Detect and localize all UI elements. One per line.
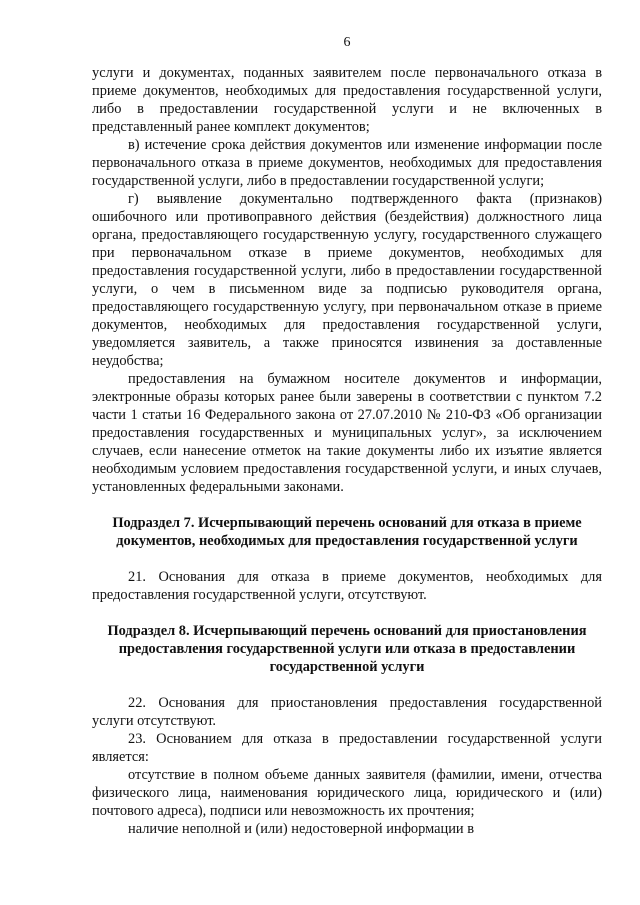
paragraph-23: 23. Основанием для отказа в предоставлении государственной услуги является: (92, 731, 602, 765)
subsection-8-heading: Подраздел 8. Исчерпывающий перечень оснований для приостановления предоставления государственной услуги или отказа в предоставлении государственной услуги (107, 623, 587, 675)
paragraph-item-g: г) выявление документально подтвержденного факта (признаков) ошибочного или противоправного действия (бездействия) должностного лица органа, предоставляющего государственную услугу, государственного служащего при первоначальном отказе в приеме документов, необходимых для предоставления государственной услуги, либо в предоставлении государственной услуги, о чем в письменном виде за подписью руководителя органа, предоставляющего государственную услугу, при первоначальном отказе в приеме документов, необходимых для предоставления государственной услуги, уведомляется заявитель, а также приносятся извинения за доставленные неудобства; (92, 191, 602, 369)
spacer (92, 604, 602, 622)
paragraph-22: 22. Основания для приостановления предоставления государственной услуги отсутствуют. (92, 695, 602, 729)
paragraph-continuation: услуги и документах, поданных заявителем после первоначального отказа в приеме документов, необходимых для предоставления государственной услуги, либо в предоставлении государственной услуги и не включенных в представленный ранее комплект документов; (92, 65, 602, 135)
paragraph-paper-documents: предоставления на бумажном носителе документов и информации, электронные образы которых ранее были заверены в соответствии с пунктом 7.2 части 1 статьи 16 Федерального закона от 27.07.2010 № 210-ФЗ «Об организации предоставления государственных и муниципальных услуг», за исключением случаев, если нанесение отметок на такие документы либо их изъятие является необходимым условием предоставления государственной услуги, и иных случаев, установленных федеральными законами. (92, 371, 602, 495)
page-number: 6 (343, 35, 351, 50)
paragraph-missing-data: отсутствие в полном объеме данных заявителя (фамилии, имени, отчества физического лица, наименования юридического лица, юридического и (или) почтового адреса), подписи или невозможность их прочтения; (92, 767, 602, 819)
subsection-7-heading: Подраздел 7. Исчерпывающий перечень оснований для отказа в приеме документов, необходимых для предоставления государственной услуги (112, 515, 582, 549)
paragraph-item-v: в) истечение срока действия документов или изменение информации после первоначального отказа в приеме документов, необходимых для предоставления государственной услуги, либо в предоставлении государственной услуги; (92, 137, 602, 189)
spacer (92, 550, 602, 568)
paragraph-incomplete-info: наличие неполной и (или) недостоверной информации в (128, 821, 474, 837)
spacer (92, 676, 602, 694)
paragraph-21: 21. Основания для отказа в приеме документов, необходимых для предоставления государственной услуги, отсутствуют. (92, 569, 602, 603)
spacer (92, 496, 602, 514)
